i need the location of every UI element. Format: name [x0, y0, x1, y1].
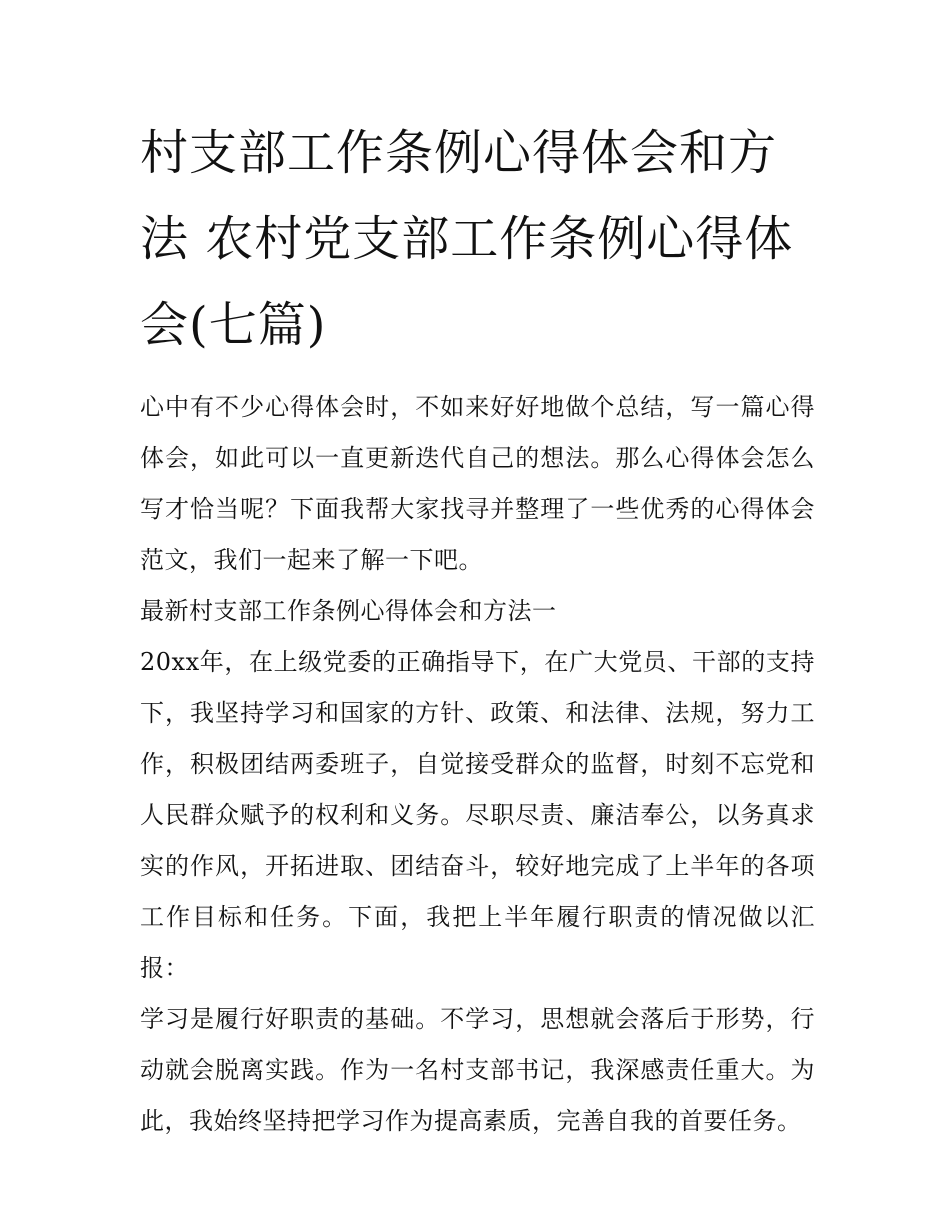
document-title: 村支部工作条例心得体会和方法 农村党支部工作条例心得体会(七篇) — [140, 125, 794, 353]
body-paragraph: 学习是履行好职责的基础。不学习，思想就会落后于形势，行动就会脱离实践。作为一名村支部书记，我深感责任重大。为此，我始终坚持把学习作为提高素质，完善自我的首要任务。 — [140, 1005, 815, 1135]
document-body — [140, 382, 815, 1147]
document-page — [140, 110, 815, 1147]
intro-paragraph: 心中有不少心得体会时，不如来好好地做个总结，写一篇心得体会，如此可以一直更新迭代自己的想法。那么心得体会怎么写才恰当呢？下面我帮大家找寻并整理了一些优秀的心得体会范文，我们一起来了解一下吧。 — [140, 393, 815, 574]
section-heading: 最新村支部工作条例心得体会和方法一 — [140, 597, 557, 625]
body-paragraph: 20xx年，在上级党委的正确指导下，在广大党员、干部的支持下，我坚持学习和国家的方针、政策、和法律、法规，努力工作，积极团结两委班子，自觉接受群众的监督，时刻不忘党和人民群众赋予的权利和义务。尽职尽责、廉洁奉公，以务真求实的作风，开拓进取、团结奋斗，较好地完成了上半年的各项工作目标和任务。下面，我把上半年履行职责的情况做以汇报： — [140, 648, 815, 982]
